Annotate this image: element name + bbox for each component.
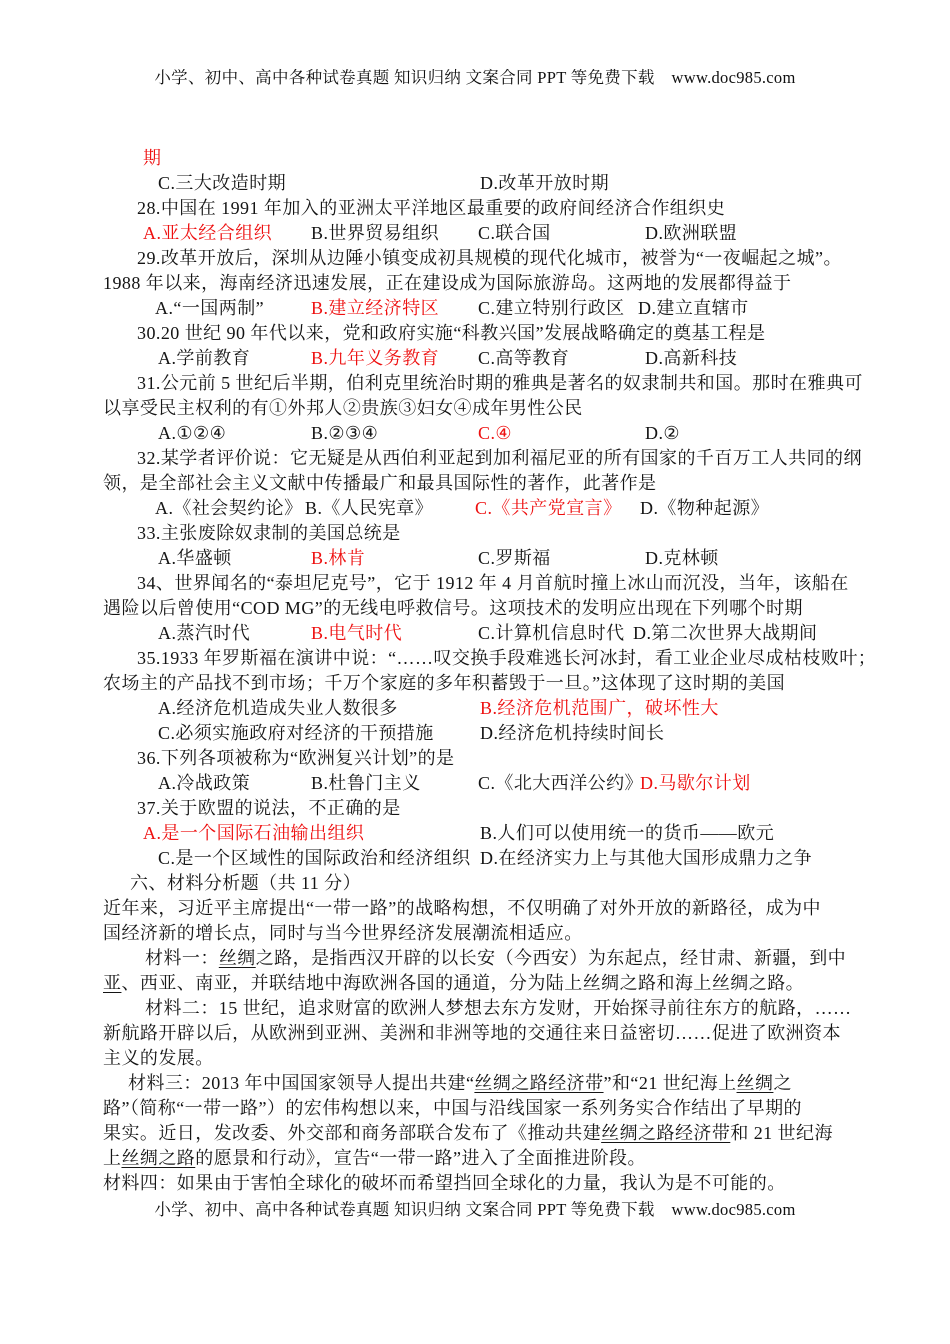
text-segment: 六、材料分析题（共 11 分）: [130, 873, 362, 893]
text-segment: 和 21 世纪海: [730, 1123, 833, 1143]
material-1-line-1: [103, 946, 859, 971]
q30-stem: [103, 321, 859, 346]
text-segment: 遇险以后曾使用“COD MG”的无线电呼救信号。这项技术的发明应出现在下列哪个时期: [103, 598, 803, 618]
answer-option: B.世界贸易组织: [311, 223, 440, 243]
text-segment: 主义的发展。: [103, 1048, 214, 1068]
document-content: [103, 146, 877, 1196]
answer-option: C.计算机信息时代: [478, 623, 625, 643]
answer-option: D.《物种起源》: [640, 498, 770, 518]
material-1-line-2: [103, 971, 859, 996]
answer-option: B.九年义务教育: [311, 348, 440, 368]
section-6-intro-1: [103, 896, 859, 921]
material-2-line-3: [103, 1046, 859, 1071]
answer-option: A.经济危机造成失业人数很多: [158, 698, 398, 718]
answer-option: A.学前教育: [158, 348, 251, 368]
q28-options: [103, 221, 859, 246]
answer-option: D.克林顿: [645, 548, 719, 568]
q33-stem: [103, 521, 859, 546]
answer-option: B.建立经济特区: [311, 298, 440, 318]
text-segment: 的愿景和行动》，宣告“一带一路”进入了全面推进阶段。: [195, 1148, 646, 1168]
q32-stem-2: [103, 471, 859, 496]
text-segment: 材料三：2013 年中国国家领导人提出共建“: [128, 1073, 475, 1093]
text-segment: 领，是全部社会主义文献中传播最广和最具国际性的著作，此著作是: [103, 473, 657, 493]
material-3-line-3: [103, 1121, 859, 1146]
text-segment: 之路，是指西汉开辟的以长安（今西安）为东起点，经甘肃、新疆，到中: [255, 948, 847, 968]
q37-stem: [103, 796, 859, 821]
answer-option: D.②: [645, 423, 680, 443]
q30-options: [103, 346, 859, 371]
text-segment: 材料二：15 世纪，追求财富的欧洲人梦想去东方发财，开始探寻前往东方的航路，……: [145, 998, 852, 1018]
q34-stem-2: [103, 596, 859, 621]
answer-option: D.在经济实力上与其他大国形成鼎力之争: [480, 848, 813, 868]
answer-option: B.《人民宪章》: [305, 498, 434, 518]
answer-option: D.马歇尔计划: [640, 773, 751, 793]
text-segment: 以享受民主权利的有①外邦人②贵族③妇女④成年男性公民: [103, 398, 583, 418]
q35-options-ab: [103, 696, 859, 721]
material-3-line-1: [103, 1071, 859, 1096]
q29-options: [103, 296, 859, 321]
q32-options: [103, 496, 859, 521]
q36-stem: [103, 746, 859, 771]
text-segment: 上: [103, 1148, 122, 1168]
q32-stem-1: [103, 446, 862, 471]
page-header: 小学、初中、高中各种试卷真题 知识归纳 文案合同 PPT 等免费下载 www.doc985.com: [154, 68, 796, 87]
text-segment: 国经济新的增长点，同时与当今世界经济发展潮流相适应。: [103, 923, 583, 943]
q29-stem-1: [103, 246, 859, 271]
answer-option: C.《北大西洋公约》: [478, 773, 644, 793]
q35-options-cd: [103, 721, 859, 746]
q35-stem-2: [103, 671, 859, 696]
text-segment: 路”（简称“一带一路”）的宏伟构想以来，中国与沿线国家一系列务实合作结出了早期的: [103, 1098, 802, 1118]
q37-options-cd: [103, 846, 859, 871]
text-segment: 30.20 世纪 90 年代以来，党和政府实施“科教兴国”发展战略确定的奠基工程是: [137, 323, 766, 343]
answer-option: C.高等教育: [478, 348, 570, 368]
text-segment: 28.中国在 1991 年加入的亚洲太平洋地区最重要的政府间经济合作组织史: [137, 198, 726, 218]
text-segment: 33.主张废除奴隶制的美国总统是: [137, 523, 401, 543]
text-segment: 丝绸: [736, 1073, 774, 1093]
page-footer: 小学、初中、高中各种试卷真题 知识归纳 文案合同 PPT 等免费下载 www.doc985.com: [154, 1200, 796, 1219]
answer-option: D.改革开放时期: [480, 173, 610, 193]
q34-options: [103, 621, 859, 646]
answer-option: B.电气时代: [311, 623, 403, 643]
answer-option: A.“一国两制”: [155, 298, 265, 318]
text-segment: 材料四：如果由于害怕全球化的破坏而希望挡回全球化的力量，我认为是不可能的。: [103, 1173, 786, 1193]
text-segment: 1988 年以来，海南经济迅速发展，正在建设成为国际旅游岛。这两地的发展都得益于: [103, 273, 792, 293]
material-3-line-2: [103, 1096, 859, 1121]
answer-option: C.建立特别行政区: [478, 298, 625, 318]
text-segment: 丝绸之路: [121, 1148, 196, 1168]
material-2-line-2: [103, 1021, 859, 1046]
section-6-title: [103, 871, 859, 896]
text-segment: 34、世界闻名的“泰坦尼克号”，它于 1912 年 4 月首航时撞上冰山而沉没，当年，该船在: [137, 573, 849, 593]
q31-options: [103, 421, 859, 446]
text-segment: 、西亚、南亚，并联结地中海欧洲各国的通道，分为陆上丝绸之路和海上丝绸之路。: [121, 973, 805, 993]
answer-option: A.是一个国际石油输出组织: [143, 823, 365, 843]
text-segment: 果实。近日，发改委、外交部和商务部联合发布了《推动共建: [103, 1123, 602, 1143]
answer-option: A.亚太经合组织: [143, 223, 273, 243]
q33-options: [103, 546, 859, 571]
text-segment: 29.改革开放后，深圳从边陲小镇变成初具规模的现代化城市，被誉为“一夜崛起之城”。: [137, 248, 842, 268]
answer-option: D.高新科技: [645, 348, 738, 368]
text-segment: 期: [143, 148, 162, 168]
material-4-line-1: [103, 1171, 859, 1196]
text-segment: 丝绸之路经济带: [474, 1073, 604, 1093]
text-segment: ”和“21 世纪海上: [603, 1073, 737, 1093]
q29-stem-2: [103, 271, 859, 296]
material-3-line-4: [103, 1146, 859, 1171]
q28-stem: [103, 196, 859, 221]
text-segment: 亚: [103, 973, 122, 993]
text-segment: 丝绸之路经济带: [601, 1123, 731, 1143]
text-segment: 近年来，习近平主席提出“一带一路”的战略构想，不仅明确了对外开放的新路径，成为中: [103, 898, 821, 918]
text-segment: 丝绸: [218, 948, 256, 968]
answer-option: A.《社会契约论》: [155, 498, 303, 518]
answer-option: B.②③④: [311, 423, 379, 443]
section-6-intro-2: [103, 921, 859, 946]
text-segment: 之: [773, 1073, 792, 1093]
answer-option: B.杜鲁门主义: [311, 773, 421, 793]
answer-option: D.建立直辖市: [638, 298, 749, 318]
answer-option: C.罗斯福: [478, 548, 551, 568]
answer-option: D.第二次世界大战期间: [633, 623, 818, 643]
answer-option: A.①②④: [158, 423, 227, 443]
text-segment: 36.下列各项被称为“欧洲复兴计划”的是: [137, 748, 455, 768]
material-2-line-1: [103, 996, 859, 1021]
answer-option: A.华盛顿: [158, 548, 232, 568]
q34-stem-1: [103, 571, 859, 596]
text-segment: 材料一：: [145, 948, 219, 968]
text-segment: 31.公元前 5 世纪后半期，伯利克里统治时期的雅典是著名的奴隶制共和国。那时在雅典可: [137, 373, 863, 393]
text-segment: 32.某学者评价说：它无疑是从西伯利亚起到加利福尼亚的所有国家的千百万工人共同的纲: [137, 448, 862, 468]
answer-option: D.经济危机持续时间长: [480, 723, 665, 743]
answer-option: D.欧洲联盟: [645, 223, 738, 243]
answer-option: A.蒸汽时代: [158, 623, 251, 643]
answer-option: C.必须实施政府对经济的干预措施: [158, 723, 434, 743]
answer-option: A.冷战政策: [158, 773, 251, 793]
q37-options-ab: [103, 821, 859, 846]
answer-option: C.《共产党宣言》: [475, 498, 622, 518]
q31-stem-1: [103, 371, 863, 396]
q27-options-cd: [103, 171, 859, 196]
q27-stem-overflow: [103, 146, 859, 171]
q35-stem-1: [103, 646, 877, 671]
answer-option: C.④: [478, 423, 512, 443]
answer-option: B.经济危机范围广，破坏性大: [480, 698, 719, 718]
answer-option: C.联合国: [478, 223, 551, 243]
answer-option: C.三大改造时期: [158, 173, 287, 193]
answer-option: C.是一个区域性的国际政治和经济组织: [158, 848, 471, 868]
text-segment: 37.关于欧盟的说法，不正确的是: [137, 798, 401, 818]
answer-option: B.林肯: [311, 548, 366, 568]
text-segment: 35.1933 年罗斯福在演讲中说：“……叹交换手段难逃长河冰封，看工业企业尽成枯枝败叶；: [137, 648, 877, 668]
answer-option: B.人们可以使用统一的货币——欧元: [480, 823, 775, 843]
text-segment: 新航路开辟以后，从欧洲到亚洲、美洲和非洲等地的交通往来日益密切……促进了欧洲资本: [103, 1023, 841, 1043]
q31-stem-2: [103, 396, 859, 421]
text-segment: 农场主的产品找不到市场；千万个家庭的多年积蓄毁于一旦。”这体现了这时期的美国: [103, 673, 786, 693]
q36-options: [103, 771, 859, 796]
